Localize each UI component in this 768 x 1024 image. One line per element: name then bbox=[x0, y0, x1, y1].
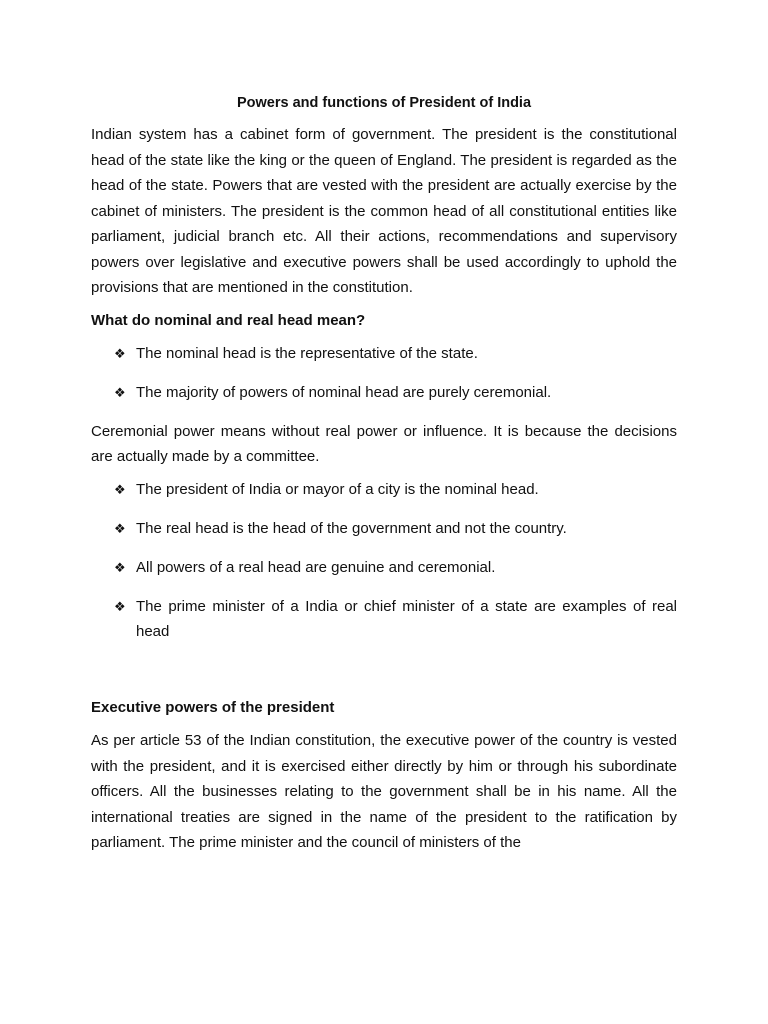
intro-paragraph: Indian system has a cabinet form of government. The president is the constitutional head of the state like the king or the queen of England. The president is regarded as the head of the state. Powers that are vested with the president are actually exercise by the cabinet of ministers. The president is the common head of all constitutional entities like parliament, judicial branch etc. All their actions, recommendations and supervisory powers over legislative and executive powers shall be used accordingly to uphold the provisions that are mentioned in the constitution. bbox=[91, 126, 677, 296]
section-heading-nominal-real: What do nominal and real head mean? bbox=[91, 311, 366, 329]
diamond-bullet-icon: ❖ bbox=[114, 598, 126, 614]
list-item-text: The nominal head is the representative of the state. bbox=[136, 344, 478, 362]
diamond-bullet-icon: ❖ bbox=[114, 345, 126, 361]
list-item-text: The real head is the head of the government and not the country. bbox=[136, 519, 567, 537]
page-title: Powers and functions of President of India bbox=[236, 95, 532, 111]
executive-powers-paragraph: As per article 53 of the Indian constitution, the executive power of the country is vested with the president, and it is exercised either directly by him or through his subordinate officers. All the businesses relating to the government shall be in his name. All the international treaties are signed in the name of the president to the ratification by parliament. The prime minister and the council of ministers of the bbox=[91, 732, 677, 851]
bullet-list-nominal bbox=[91, 341, 677, 406]
list-item bbox=[91, 516, 677, 542]
diamond-bullet-icon: ❖ bbox=[114, 559, 126, 575]
diamond-bullet-icon: ❖ bbox=[114, 520, 126, 536]
list-item-text: The prime minister of a India or chief minister of a state are examples of real head bbox=[136, 597, 677, 640]
section-gap bbox=[91, 658, 677, 695]
list-item-text: All powers of a real head are genuine and ceremonial. bbox=[136, 558, 496, 576]
section-heading-executive-powers: Executive powers of the president bbox=[91, 699, 335, 716]
list-item-text: The majority of powers of nominal head are purely ceremonial. bbox=[136, 383, 552, 401]
list-item bbox=[91, 594, 677, 645]
list-item bbox=[91, 555, 677, 581]
diamond-bullet-icon: ❖ bbox=[114, 384, 126, 400]
list-item bbox=[91, 380, 677, 406]
list-item bbox=[91, 341, 677, 367]
list-item bbox=[91, 477, 677, 503]
bullet-list-real-head bbox=[91, 477, 677, 645]
list-item-text: The president of India or mayor of a city is the nominal head. bbox=[136, 480, 539, 498]
diamond-bullet-icon: ❖ bbox=[114, 481, 126, 497]
ceremonial-paragraph: Ceremonial power means without real power or influence. It is because the decisions are actually made by a committee. bbox=[91, 422, 677, 465]
